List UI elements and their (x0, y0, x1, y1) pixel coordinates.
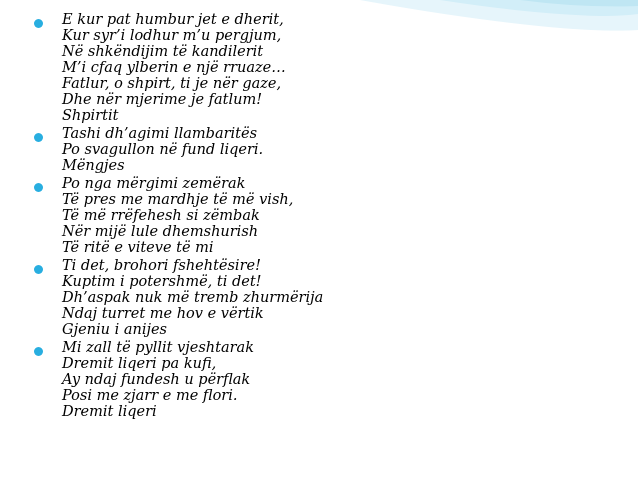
poem-line: Ndaj turret me hov e vërtik (62, 306, 264, 322)
poem-line: Tashi dh’agimi llambaritës (62, 126, 258, 142)
poem-line: Në shkëndijim të kandilerit (62, 44, 264, 60)
poem-line: Fatlur, o shpirt, ti je nër gaze, (62, 76, 282, 92)
list-item (34, 126, 614, 174)
wave-band-front (520, 0, 638, 6)
poem-line: Kuptim i potershmë, ti det! (62, 274, 262, 290)
poem-line: Gjeniu i anijes (62, 322, 167, 338)
poem-line: Dremit liqeri (62, 404, 157, 420)
poem-line: Nër mijë lule dhemshurish (62, 224, 259, 240)
bullet-dot-icon (34, 19, 43, 28)
poem-line: Dremit liqeri pa kufi, (62, 356, 217, 372)
poem-line: Posi me zjarr e me flori. (62, 388, 238, 404)
list-item (34, 12, 614, 124)
poem-line: Të pres me mardhje të më vish, (62, 192, 294, 208)
poem-line: Të ritë e viteve të mi (62, 240, 214, 256)
list-item (34, 258, 614, 338)
poem-line: Po svagullon në fund liqeri. (62, 142, 264, 158)
bullet-dot-icon (34, 347, 43, 356)
poem-line: Ti det, brohori fshehtësire! (62, 258, 261, 274)
poem-line: Mëngjes (62, 158, 125, 174)
poem-line: Kur syr’i lodhur m’u pergjum, (62, 28, 282, 44)
bullet-dot-icon (34, 183, 43, 192)
list-item (34, 176, 614, 256)
bullet-dot-icon (34, 133, 43, 142)
poem-line: E kur pat humbur jet e dherit, (62, 12, 284, 28)
poem-line: Të më rrëfehesh si zëmbak (62, 208, 260, 224)
poem-line: M’i cfaq ylberin e një rruaze… (62, 60, 286, 76)
poem-line: Dh’aspak nuk më tremb zhurmërija (62, 290, 324, 306)
bullet-dot-icon (34, 265, 43, 274)
poem-line: Dhe nër mjerime je fatlum! (62, 92, 263, 108)
poem-line: Mi zall të pyllit vjeshtarak (62, 340, 254, 356)
poem-line: Shpirtit (62, 108, 119, 124)
list-item (34, 340, 614, 420)
poem-line: Po nga mërgimi zemërak (62, 176, 246, 192)
poem-bullet-list (34, 12, 614, 422)
poem-line: Ay ndaj fundesh u përflak (62, 372, 251, 388)
